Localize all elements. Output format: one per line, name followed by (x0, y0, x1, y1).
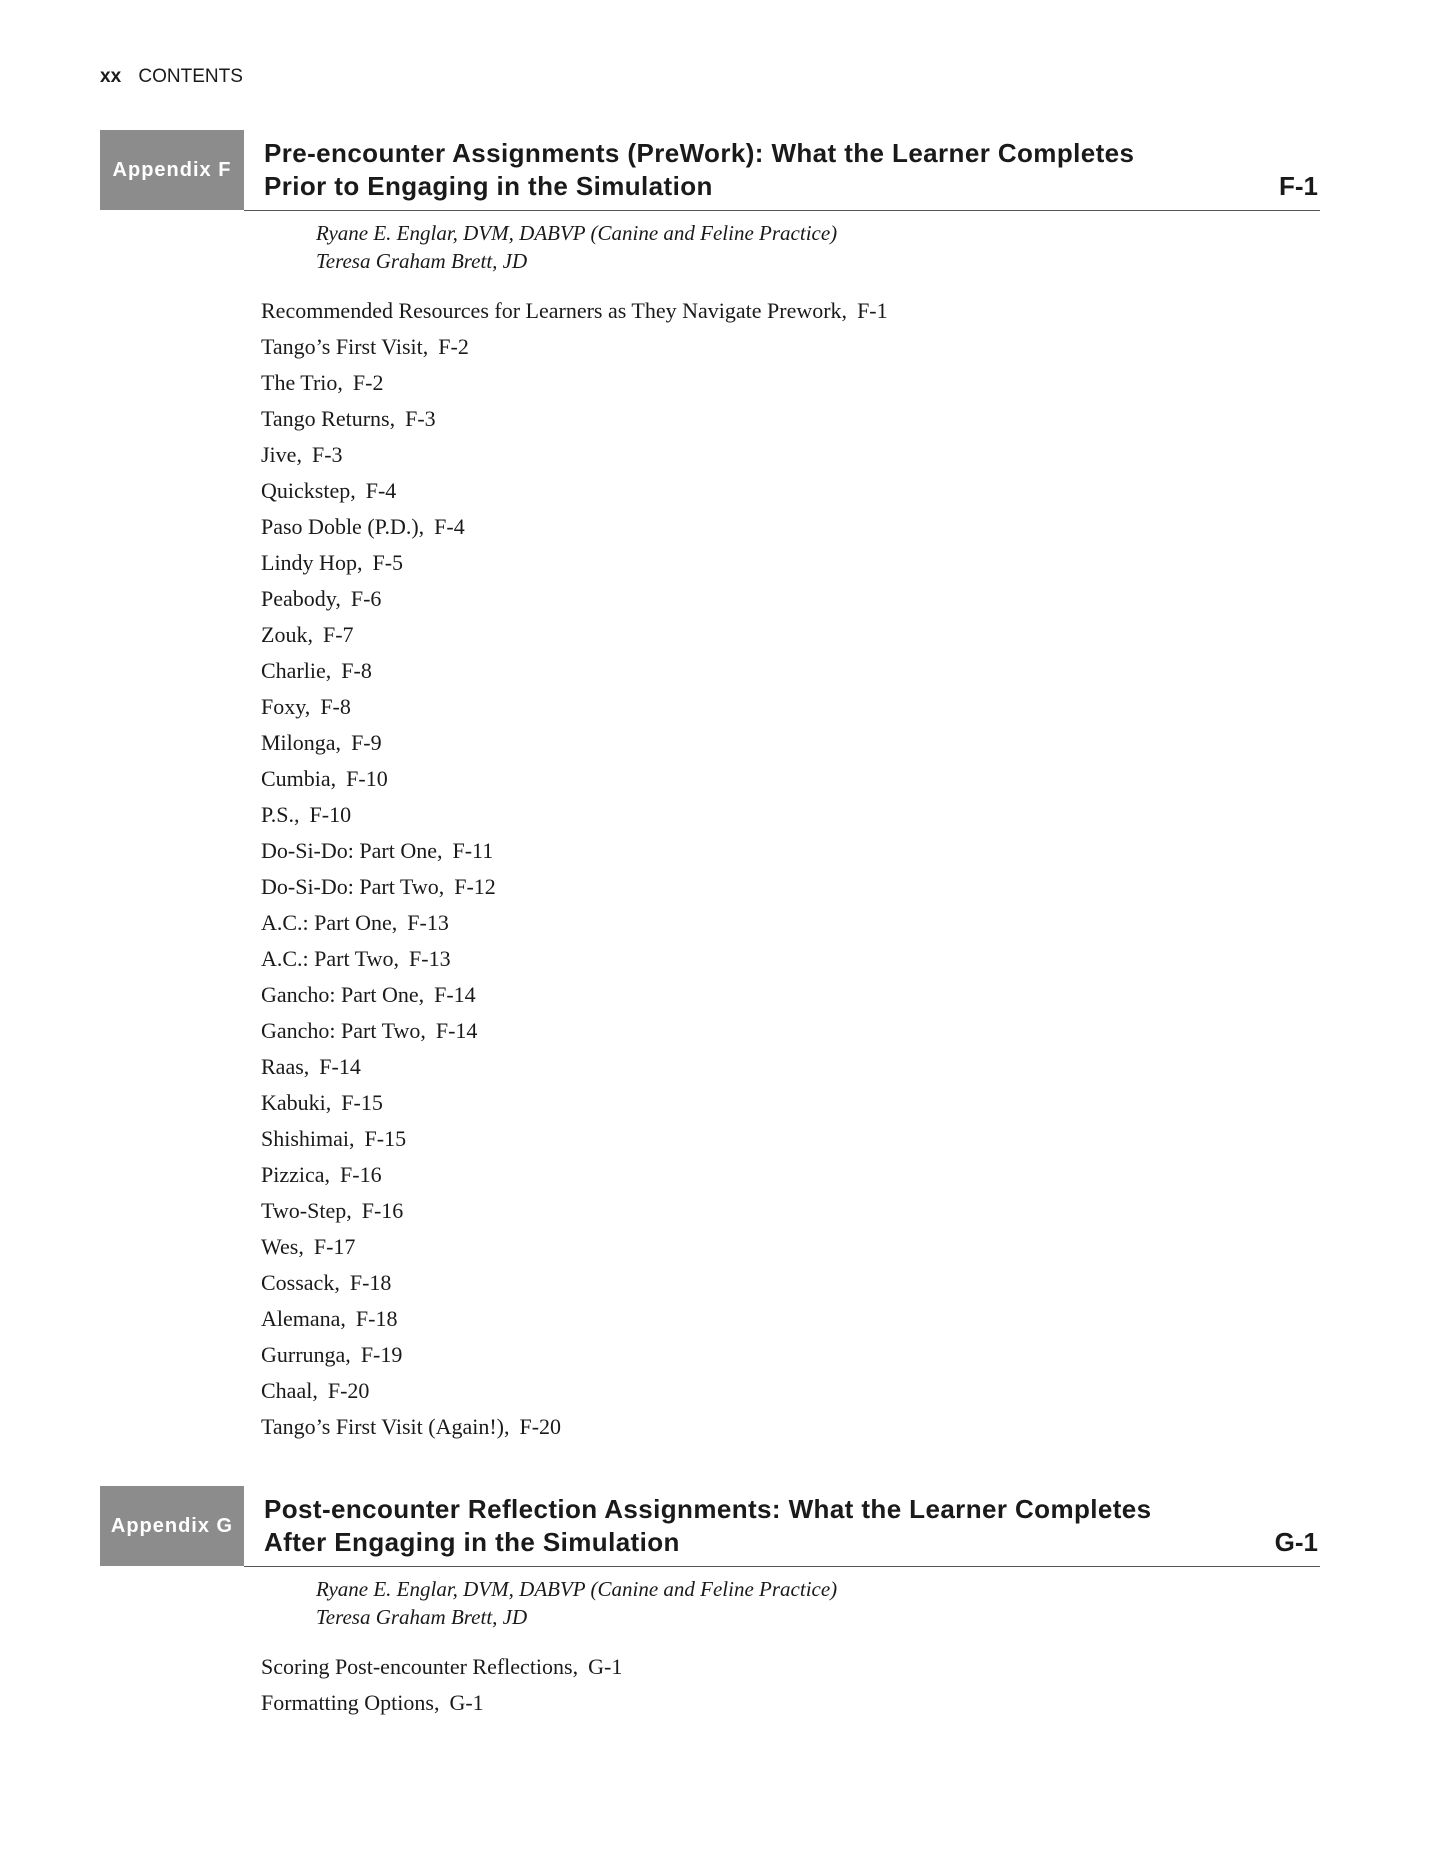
entry-page: G-1 (449, 1690, 484, 1715)
toc-entry[interactable] (261, 329, 888, 365)
appendix-title-line-2: Prior to Engaging in the Simulation (264, 171, 713, 201)
page-number: xx (100, 66, 122, 87)
entry-page: F-9 (351, 730, 382, 755)
entry-title: Milonga, (261, 730, 342, 755)
entry-title: Foxy, (261, 694, 311, 719)
toc-entry[interactable] (261, 1049, 888, 1085)
appendix-title (264, 1493, 1152, 1559)
author: Ryane E. Englar, DVM, DABVP (Canine and Feline Practice) (316, 1577, 838, 1601)
running-head (100, 66, 243, 88)
entry-page: F-14 (435, 1018, 478, 1043)
entry-page: F-2 (352, 370, 384, 395)
toc-entry[interactable] (261, 1265, 888, 1301)
toc-entry[interactable] (261, 1013, 888, 1049)
entry-page: F-16 (361, 1198, 404, 1223)
entry-page: F-4 (365, 478, 397, 503)
toc-entry[interactable] (261, 1301, 888, 1337)
entry-title: Shishimai, (261, 1126, 355, 1151)
entry-title: The Trio, (261, 370, 343, 395)
entry-title: Alemana, (261, 1306, 346, 1331)
entry-title: Tango’s First Visit (Again!), (261, 1414, 510, 1439)
entry-title: Zouk, (261, 622, 313, 647)
toc-entry[interactable] (261, 1337, 888, 1373)
entry-title: Pizzica, (261, 1162, 331, 1187)
toc-entry[interactable] (261, 833, 888, 869)
entry-title: Kabuki, (261, 1090, 332, 1115)
toc-entry[interactable] (261, 797, 888, 833)
entry-page: F-6 (350, 586, 382, 611)
entry-title: Chaal, (261, 1378, 318, 1403)
appendix-title-line-1: Post-encounter Reflection Assignments: What the Learner Completes (264, 1494, 1152, 1524)
entry-page: F-13 (407, 910, 449, 935)
entry-title: Tango Returns, (261, 406, 396, 431)
entry-title: Cumbia, (261, 766, 337, 791)
appendix-label: Appendix F (100, 130, 244, 210)
entry-title: Lindy Hop, (261, 550, 363, 575)
appendix-page: F-1 (1279, 171, 1318, 201)
toc-entry[interactable] (261, 689, 888, 725)
entry-title: Quickstep, (261, 478, 356, 503)
entry-title: Gancho: Part Two, (261, 1018, 426, 1043)
appendix-label: Appendix G (100, 1486, 244, 1566)
entry-page: F-7 (322, 622, 354, 647)
entry-title: Charlie, (261, 658, 332, 683)
toc-entry[interactable] (261, 1121, 888, 1157)
entry-title: A.C.: Part One, (261, 910, 398, 935)
entry-page: F-3 (311, 442, 343, 467)
entry-page: F-18 (349, 1270, 392, 1295)
toc-entry[interactable] (261, 1157, 888, 1193)
entry-title: Recommended Resources for Learners as They Navigate Prework, (261, 298, 848, 323)
entry-title: Wes, (261, 1234, 304, 1259)
appendix-authors (316, 1575, 837, 1631)
toc-entry[interactable] (261, 941, 888, 977)
entry-title: Two-Step, (261, 1198, 352, 1223)
toc-entry[interactable] (261, 869, 888, 905)
entry-title: Raas, (261, 1054, 310, 1079)
toc-entries (261, 293, 888, 1445)
entry-title: A.C.: Part Two, (261, 946, 400, 971)
toc-entry[interactable] (261, 437, 888, 473)
toc-entry[interactable] (261, 653, 888, 689)
toc-entry[interactable] (261, 365, 888, 401)
toc-entry[interactable] (261, 617, 888, 653)
entry-page: F-11 (452, 838, 494, 863)
entry-page: F-5 (372, 550, 404, 575)
toc-entry[interactable] (261, 545, 888, 581)
toc-entry[interactable] (261, 905, 888, 941)
entry-page: F-8 (320, 694, 351, 719)
entry-page: F-12 (454, 874, 496, 899)
entry-title: Jive, (261, 442, 302, 467)
toc-entry[interactable] (261, 1649, 622, 1685)
entry-page: G-1 (588, 1654, 623, 1679)
appendix-title-line-2: After Engaging in the Simulation (264, 1527, 680, 1557)
appendix-heading (244, 1486, 1320, 1567)
entry-page: F-14 (319, 1054, 361, 1079)
entry-page: F-20 (519, 1414, 562, 1439)
entry-title: Cossack, (261, 1270, 340, 1295)
toc-entry[interactable] (261, 1685, 622, 1721)
toc-entry[interactable] (261, 977, 888, 1013)
author: Teresa Graham Brett, JD (316, 1605, 528, 1629)
entry-page: F-2 (438, 334, 469, 359)
toc-entry[interactable] (261, 473, 888, 509)
toc-entry[interactable] (261, 1229, 888, 1265)
entry-title: P.S., (261, 802, 300, 827)
appendix-title (264, 137, 1134, 203)
entry-title: Gurrunga, (261, 1342, 351, 1367)
toc-entry[interactable] (261, 581, 888, 617)
entry-page: F-15 (364, 1126, 407, 1151)
entry-page: F-10 (309, 802, 352, 827)
appendix-title-line-1: Pre-encounter Assignments (PreWork): What the Learner Completes (264, 138, 1135, 168)
entry-page: F-20 (327, 1378, 370, 1403)
entry-page: F-16 (340, 1162, 382, 1187)
toc-entry[interactable] (261, 1409, 888, 1445)
toc-entry[interactable] (261, 1193, 888, 1229)
author: Ryane E. Englar, DVM, DABVP (Canine and Feline Practice) (316, 221, 838, 245)
entry-page: F-18 (355, 1306, 398, 1331)
entry-title: Do-Si-Do: Part One, (261, 838, 443, 863)
toc-entry[interactable] (261, 725, 888, 761)
entry-page: F-10 (346, 766, 388, 791)
appendix-heading (244, 130, 1320, 211)
entry-page: F-8 (341, 658, 372, 683)
toc-entries (261, 1649, 622, 1721)
running-head-section: CONTENTS (138, 66, 243, 87)
entry-page: F-15 (341, 1090, 383, 1115)
author: Teresa Graham Brett, JD (316, 249, 528, 273)
entry-page: F-14 (434, 982, 476, 1007)
entry-title: Tango’s First Visit, (261, 334, 429, 359)
entry-title: Do-Si-Do: Part Two, (261, 874, 445, 899)
entry-page: F-13 (409, 946, 451, 971)
appendix-authors (316, 219, 837, 275)
toc-entry[interactable] (261, 401, 888, 437)
entry-title: Peabody, (261, 586, 341, 611)
entry-page: F-17 (313, 1234, 356, 1259)
entry-page: F-19 (360, 1342, 403, 1367)
entry-title: Paso Doble (P.D.), (261, 514, 425, 539)
entry-page: F-4 (434, 514, 465, 539)
appendix-page: G-1 (1274, 1527, 1318, 1557)
entry-page: F-3 (405, 406, 436, 431)
entry-page: F-1 (857, 298, 888, 323)
toc-entry[interactable] (261, 509, 888, 545)
toc-entry[interactable] (261, 293, 888, 329)
entry-title: Formatting Options, (261, 1690, 440, 1715)
entry-title: Scoring Post-encounter Reflections, (261, 1654, 579, 1679)
entry-title: Gancho: Part One, (261, 982, 425, 1007)
toc-entry[interactable] (261, 1373, 888, 1409)
toc-entry[interactable] (261, 1085, 888, 1121)
toc-entry[interactable] (261, 761, 888, 797)
